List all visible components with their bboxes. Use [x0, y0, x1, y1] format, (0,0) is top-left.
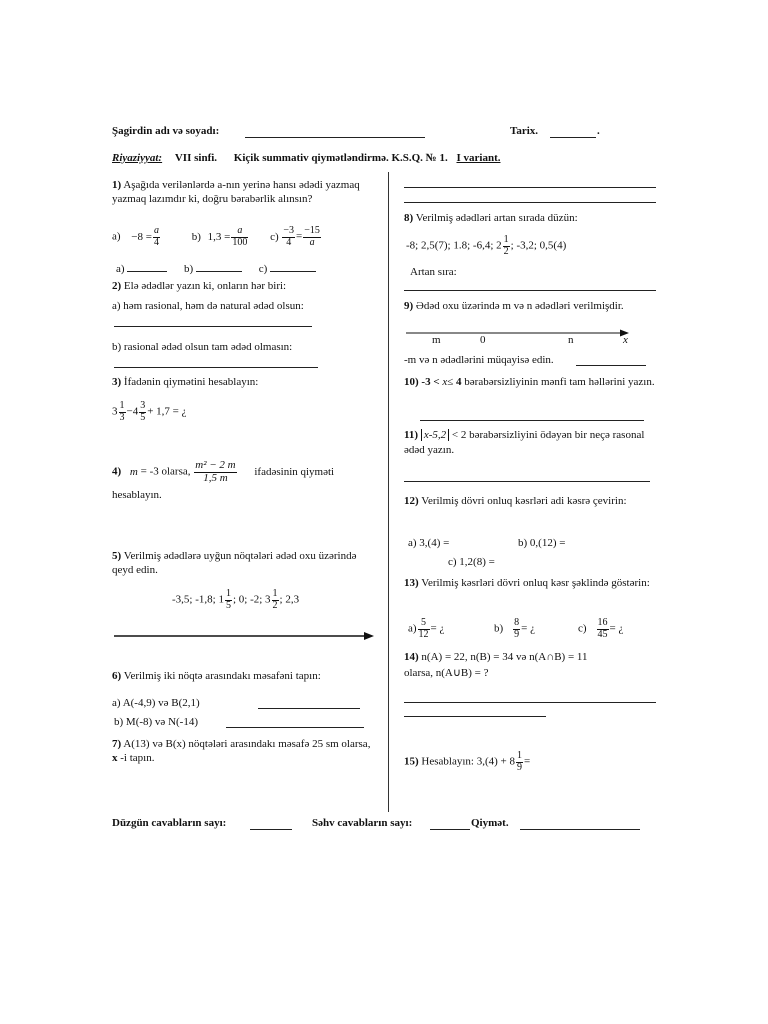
q11-answer-line[interactable] [404, 481, 650, 482]
q8-answer-line[interactable] [404, 290, 656, 291]
q14-line1: 14) n(A) = 22, n(B) = 34 və n(A∩B) = 11 [404, 651, 588, 663]
q6-b-answer-line[interactable] [226, 727, 364, 728]
footer-correct-label: Düzgün cavabların sayı: [112, 817, 227, 829]
assessment-title: Kiçik summativ qiymətləndirmə. K.S.Q. № 1. [233, 152, 448, 164]
footer-wrong-label: Səhv cavabların sayı: [312, 817, 413, 829]
q3-expression: 3 $\frac{1}{3}$ −4 $\frac{3}{5}$ + 1,7 = ¿ [112, 400, 187, 423]
q7-text: 7) A(13) və B(x) nöqtələri arasındakı məsafə 25 sm olarsa, x -i tapın. [112, 738, 371, 764]
variant-label: I variant. [456, 152, 501, 164]
q2-a-text: a) həm rasional, həm də natural ədəd olsun: [112, 300, 304, 312]
q4-tail: hesablayın. [112, 489, 162, 501]
q5-number-line[interactable] [112, 630, 376, 642]
q1-answer-b[interactable] [196, 261, 242, 272]
q14-line2: olarsa, n(A∪B) = ? [404, 667, 489, 679]
subject-label: Riyaziyyat: [112, 152, 163, 164]
q8-artan-label: Artan sıra: [410, 266, 457, 278]
q10-text: 10) -3 < x≤ 4 bərabərsizliyinin mənfi tam həllərini yazın. [404, 376, 655, 388]
q6-a-answer-line[interactable] [258, 708, 360, 709]
q13-a: a) $\frac{5}{12}$ = ¿ [408, 617, 445, 640]
q3-text: 3) İfadənin qiymətini hesablayın: [112, 376, 259, 388]
q1-answers: a) b) c) [116, 261, 316, 275]
q10-answer-line[interactable] [420, 420, 644, 421]
q7-answer-line-1[interactable] [404, 187, 656, 188]
q12-b: b) 0,(12) = [518, 537, 566, 549]
date-label: Tarix. [510, 125, 539, 137]
q9-label-n: n [568, 334, 574, 346]
q6-b-text: b) M(-8) və N(-14) [114, 716, 198, 728]
q2-b-text: b) rasional ədəd olsun tam ədəd olmasın: [112, 341, 293, 353]
q13-text: 13) Verilmiş kəsrləri dövri onluq kəsr şəklində göstərin: [404, 577, 650, 589]
q12-c: c) 1,2(8) = [448, 556, 495, 568]
q1-answer-c[interactable] [270, 261, 316, 272]
q12-a: a) 3,(4) = [408, 537, 450, 549]
q9-label-x: x [623, 334, 628, 346]
q2-text: 2) Elə ədədlər yazın ki, onların hər biri: [112, 280, 287, 292]
date-field[interactable] [550, 127, 596, 138]
date-dot: . [597, 125, 600, 137]
footer-correct-field[interactable] [250, 819, 292, 830]
q2-b-answer-line[interactable] [114, 367, 318, 368]
q2-a-answer-line[interactable] [114, 326, 312, 327]
q7-answer-line-2[interactable] [404, 202, 656, 203]
q9-text: 9) Ədəd oxu üzərində m və n ədədləri verilmişdir. [404, 300, 624, 312]
q12-text: 12) Verilmiş dövri onluq kəsrləri adi kəsrə çevirin: [404, 495, 627, 507]
q1-answer-a[interactable] [127, 261, 167, 272]
q13-c: c) $\frac{16}{45}$ = ¿ [578, 617, 624, 640]
q8-numbers: -8; 2,5(7); 1.8; -6,4; 2 $\frac{1}{2}$ ; -3,2; 0,5(4) [406, 234, 567, 257]
q9-label-zero: 0 [480, 334, 486, 346]
q6-text: 6) Verilmiş iki nöqtə arasındakı məsafəni tapın: [112, 670, 321, 682]
footer-wrong-field[interactable] [430, 819, 470, 830]
q1-text: 1) Aşağıda verilənlərdə a-nın yerinə hansı ədədi yazmaq yazmaq lazımdır ki, doğru bərabərlik alınsın? [112, 179, 360, 205]
footer-grade-field[interactable] [520, 819, 640, 830]
q1-options: a) −8 = $\frac{a}{4}$ b) 1,3 = $\frac{a}{100}$ c) $\frac{-3}{4}$ = $\frac{-15}{a}$ [112, 225, 320, 248]
q8-text: 8) Verilmiş ədədləri artan sırada düzün: [404, 212, 578, 224]
q9-label-m: m [432, 334, 441, 346]
q14-answer-line-1[interactable] [404, 702, 656, 703]
student-name-field[interactable] [245, 127, 425, 138]
q11-text: 11) x-5,2 < 2 bərabərsizliyini ödəyən bir neçə rasonal ədəd yazın. [404, 429, 645, 456]
q6-a-text: a) A(-4,9) və B(2,1) [112, 697, 200, 709]
q13-b: b) $\frac{8}{9}$ = ¿ [494, 617, 536, 640]
student-name-label: Şagirdin adı və soyadı: [112, 125, 220, 137]
grade-label: VII sinfi. [174, 152, 218, 164]
q15-expression: 15) Hesablayın: 3,(4) + 8 $\frac{1}{9}$ = [404, 750, 531, 773]
q4-expression: 4) m = -3 olarsa, $\frac{\text{m² − 2 m}}{1,5 m}$ ifadəsinin qiyməti [112, 459, 335, 484]
q5-text: 5) Verilmiş ədədlərə uyğun nöqtələri ədəd oxu üzərində qeyd edin. [112, 550, 357, 576]
q9-answer-line[interactable] [576, 365, 646, 366]
subject-row [112, 152, 500, 164]
q9-compare: -m və n ədədlərini müqayisə edin. [404, 354, 554, 366]
column-divider [388, 172, 389, 812]
q14-answer-line-2[interactable] [404, 716, 546, 717]
q5-numbers: -3,5; -1,8; 1 $\frac{1}{5}$ ; 0; -2; 3 $\frac{1}{2}$ ; 2,3 [172, 588, 300, 611]
footer-grade-label: Qiymət. [471, 817, 509, 829]
